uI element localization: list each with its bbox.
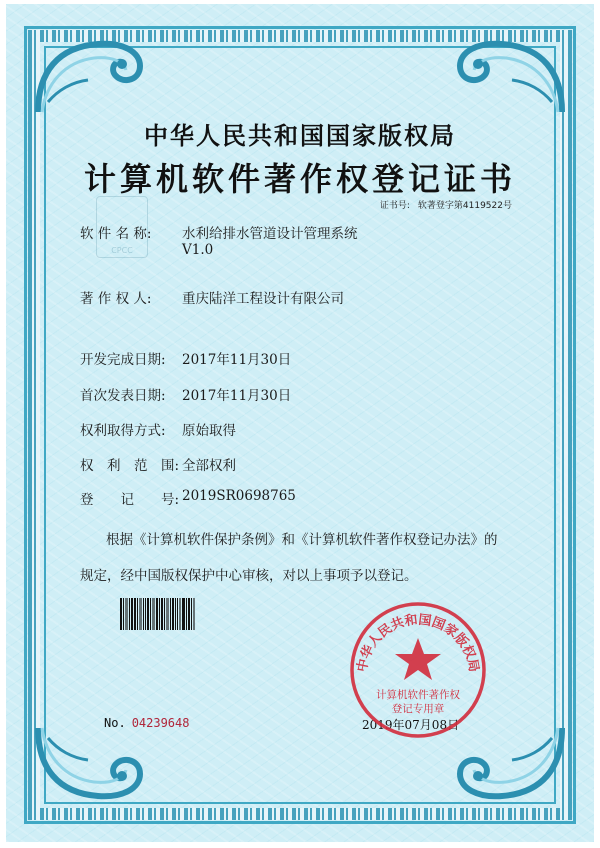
issuing-authority: 中华人民共和国国家版权局 (144, 121, 456, 150)
barcode-bar (172, 598, 174, 630)
barcode-bar (179, 598, 181, 630)
barcode-bar (152, 598, 155, 630)
barcode-bar (120, 598, 122, 630)
seal-center-line-1: 计算机软件著作权 (376, 689, 460, 701)
barcode-bar (147, 598, 149, 630)
barcode-bar (143, 598, 144, 630)
certificate-number (380, 198, 512, 211)
barcode-bar (175, 598, 176, 630)
barcode-bar (193, 598, 195, 630)
corner-ornament-icon (452, 32, 572, 122)
publication-date-value: 2017年11月30日 (182, 388, 292, 404)
barcode-bar (145, 598, 146, 630)
acquisition-method-value: 原始取得 (182, 423, 236, 439)
seal-center-line-2: 登记专用章 (391, 703, 445, 715)
seal-ring-text: 中华人民共和国国家版权局 (354, 612, 482, 674)
watermark-text: CPCC (111, 246, 133, 255)
barcode-bar (182, 598, 185, 630)
certificate-title: 计算机软件著作权登记证书 (83, 160, 516, 198)
registration-number-label: 登 记 号: (80, 492, 180, 508)
barcode-bar (123, 598, 124, 630)
barcode-bar (150, 598, 151, 630)
barcode-bar (139, 598, 142, 630)
rights-scope-label: 权 利 范 围: (80, 458, 180, 474)
barcode-bar (191, 598, 192, 630)
copyright-owner-value: 重庆陆洋工程设计有限公司 (182, 291, 344, 307)
official-seal-icon (346, 598, 490, 742)
barcode-bar (134, 598, 136, 630)
acquisition-method-label: 权利取得方式: (80, 423, 166, 439)
barcode-bar (164, 598, 165, 630)
barcode-bar (166, 598, 169, 630)
statement-line-1: 根据《计算机软件保护条例》和《计算机软件著作权登记办法》的 (106, 532, 498, 548)
rights-scope-value: 全部权利 (182, 458, 236, 474)
barcode-bar (186, 598, 187, 630)
completion-date-label: 开发完成日期: (80, 352, 166, 368)
barcode-bar (129, 598, 130, 630)
barcode-bar (131, 598, 133, 630)
barcode-bar (188, 598, 190, 630)
issue-date: 2019年07月08日 (362, 718, 460, 732)
software-name-value: 水利给排水管道设计管理系统 (182, 226, 358, 242)
barcode-bar (125, 598, 128, 630)
completion-date-value: 2017年11月30日 (182, 352, 292, 368)
serial-value: 04239648 (131, 716, 190, 730)
barcode-bar (161, 598, 163, 630)
barcode-bar (159, 598, 160, 630)
software-version-value: V1.0 (182, 242, 214, 258)
barcode-bar (177, 598, 178, 630)
serial-label: No. (104, 716, 126, 730)
statement-line-2: 规定，经中国版权保护中心审核，对以上事项予以登记。 (80, 568, 418, 584)
registration-number-value: 2019SR0698765 (182, 488, 296, 504)
publication-date-label: 首次发表日期: (80, 388, 166, 404)
certificate-number-value: 软著登字第4119522号 (417, 201, 512, 211)
barcode-bar (137, 598, 138, 630)
copyright-owner-label: 著 作 权 人: (80, 291, 152, 307)
corner-ornament-icon (28, 718, 148, 808)
certificate-number-label: 证书号: (379, 201, 410, 211)
barcode-bar (156, 598, 158, 630)
serial-number (104, 716, 189, 730)
barcode (120, 598, 202, 630)
corner-ornament-icon (28, 32, 148, 122)
software-name-label: 软 件 名 称: (80, 226, 152, 242)
barcode-bar (170, 598, 171, 630)
